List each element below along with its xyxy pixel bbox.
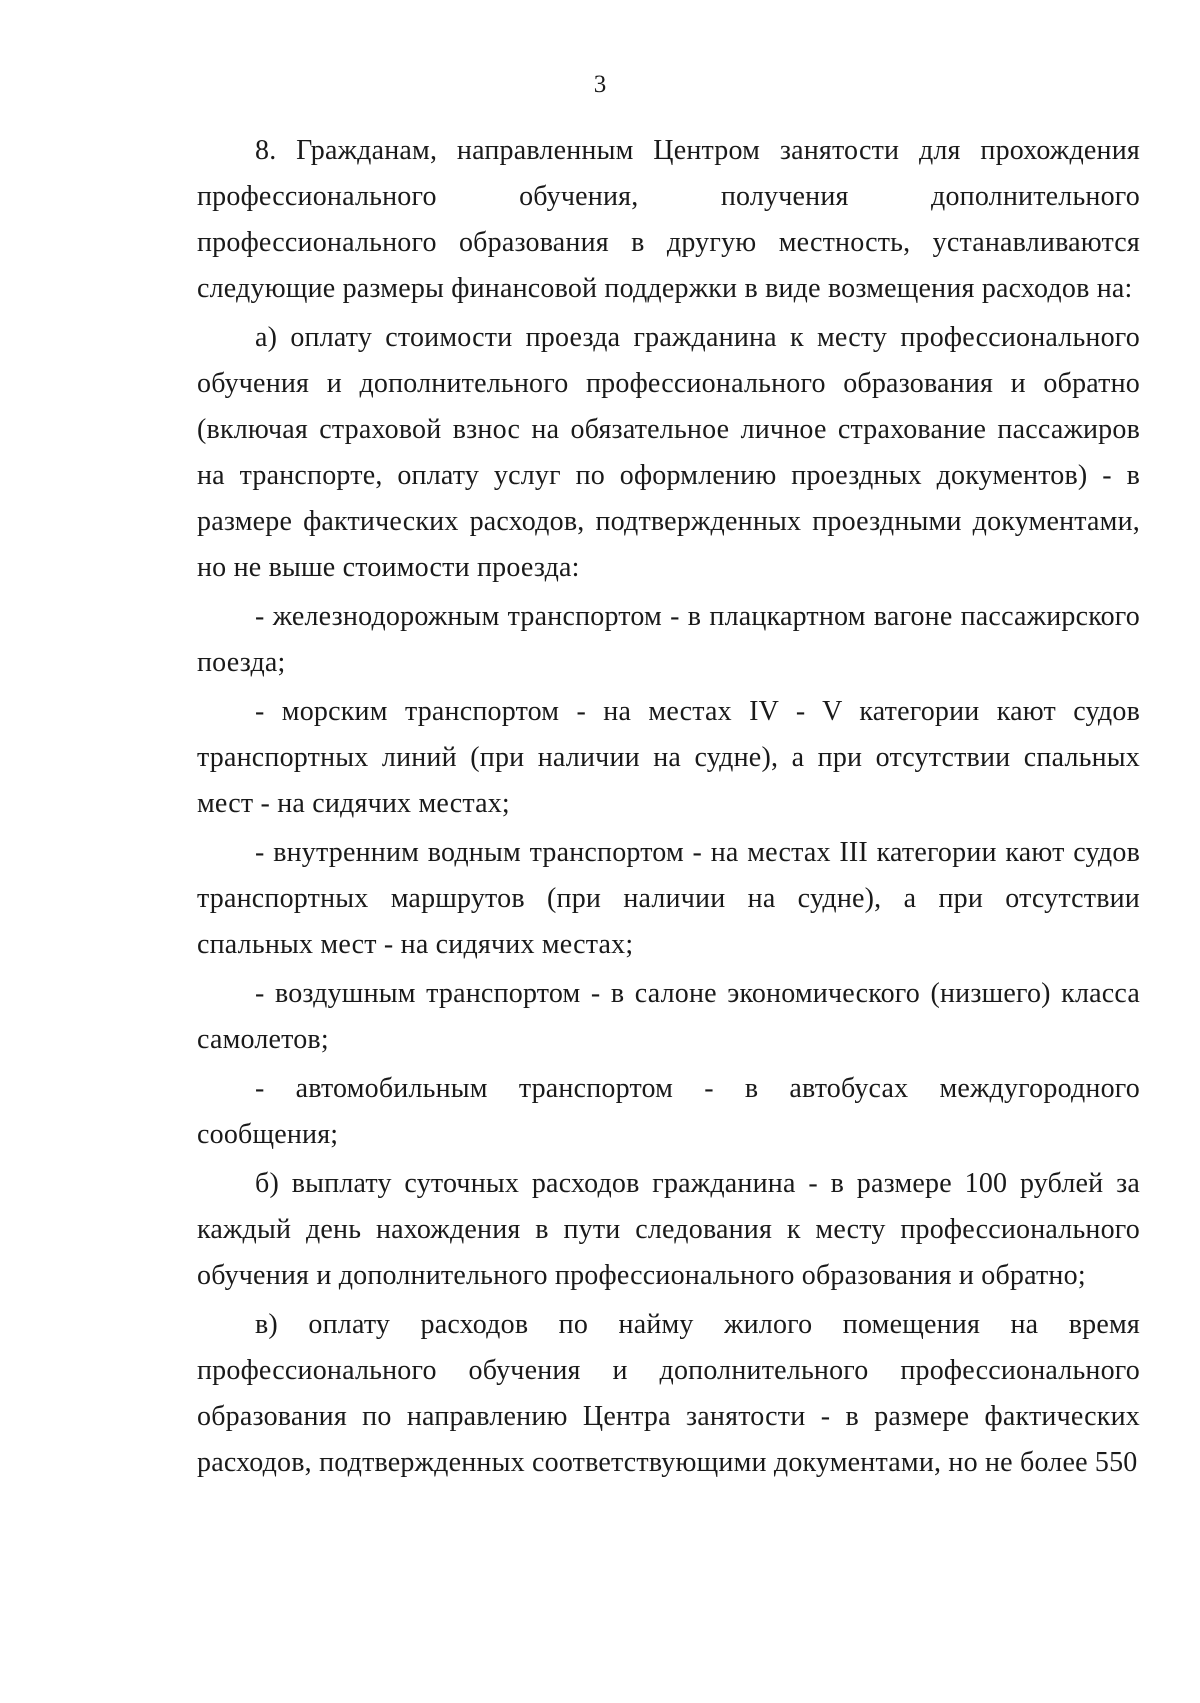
document-body: [197, 128, 1140, 1489]
page-number: 3: [593, 71, 607, 98]
paragraph-road-transport: - автомобильным транспортом - в автобусах междугородного сообщения;: [197, 1073, 1140, 1150]
paragraph-c-housing-costs: в) оплату расходов по найму жилого помещения на время профессионального обучения и дополнительного профессионального образования по направлению Центра занятости - в размере фактических расходов, подтвержденных соответствующими документами, но не более 550: [197, 1309, 1140, 1478]
paragraph-rail-transport: - железнодорожным транспортом - в плацкартном вагоне пассажирского поезда;: [197, 601, 1140, 678]
paragraph-sea-transport: - морским транспортом - на местах IV - V категории кают судов транспортных линий (при наличии на судне), а при отсутствии спальных мест - на сидячих местах;: [197, 696, 1140, 819]
paragraph-air-transport: - воздушным транспортом - в салоне экономического (низшего) класса самолетов;: [197, 978, 1140, 1055]
paragraph-8-intro: 8. Гражданам, направленным Центром занятости для прохождения профессионального обучения, получения дополнительного профессионального образования в другую местность, устанавливаются следующие размеры финансовой поддержки в виде возмещения расходов на:: [197, 135, 1140, 304]
paragraph-a-travel-cost: а) оплату стоимости проезда гражданина к месту профессионального обучения и дополнительного профессионального образования и обратно (включая страховой взнос на обязательное личное страхование пассажиров на транспорте, оплату услуг по оформлению проездных документов) - в размере фактических расходов, подтвержденных проездными документами, но не выше стоимости проезда:: [197, 322, 1140, 583]
paragraph-b-daily-allowance: б) выплату суточных расходов гражданина - в размере 100 рублей за каждый день нахождения в пути следования к месту профессионального обучения и дополнительного профессионального образования и обратно;: [197, 1168, 1140, 1291]
paragraph-inland-water-transport: - внутренним водным транспортом - на местах III категории кают судов транспортных маршрутов (при наличии на судне), а при отсутствии спальных мест - на сидячих местах;: [197, 837, 1140, 960]
